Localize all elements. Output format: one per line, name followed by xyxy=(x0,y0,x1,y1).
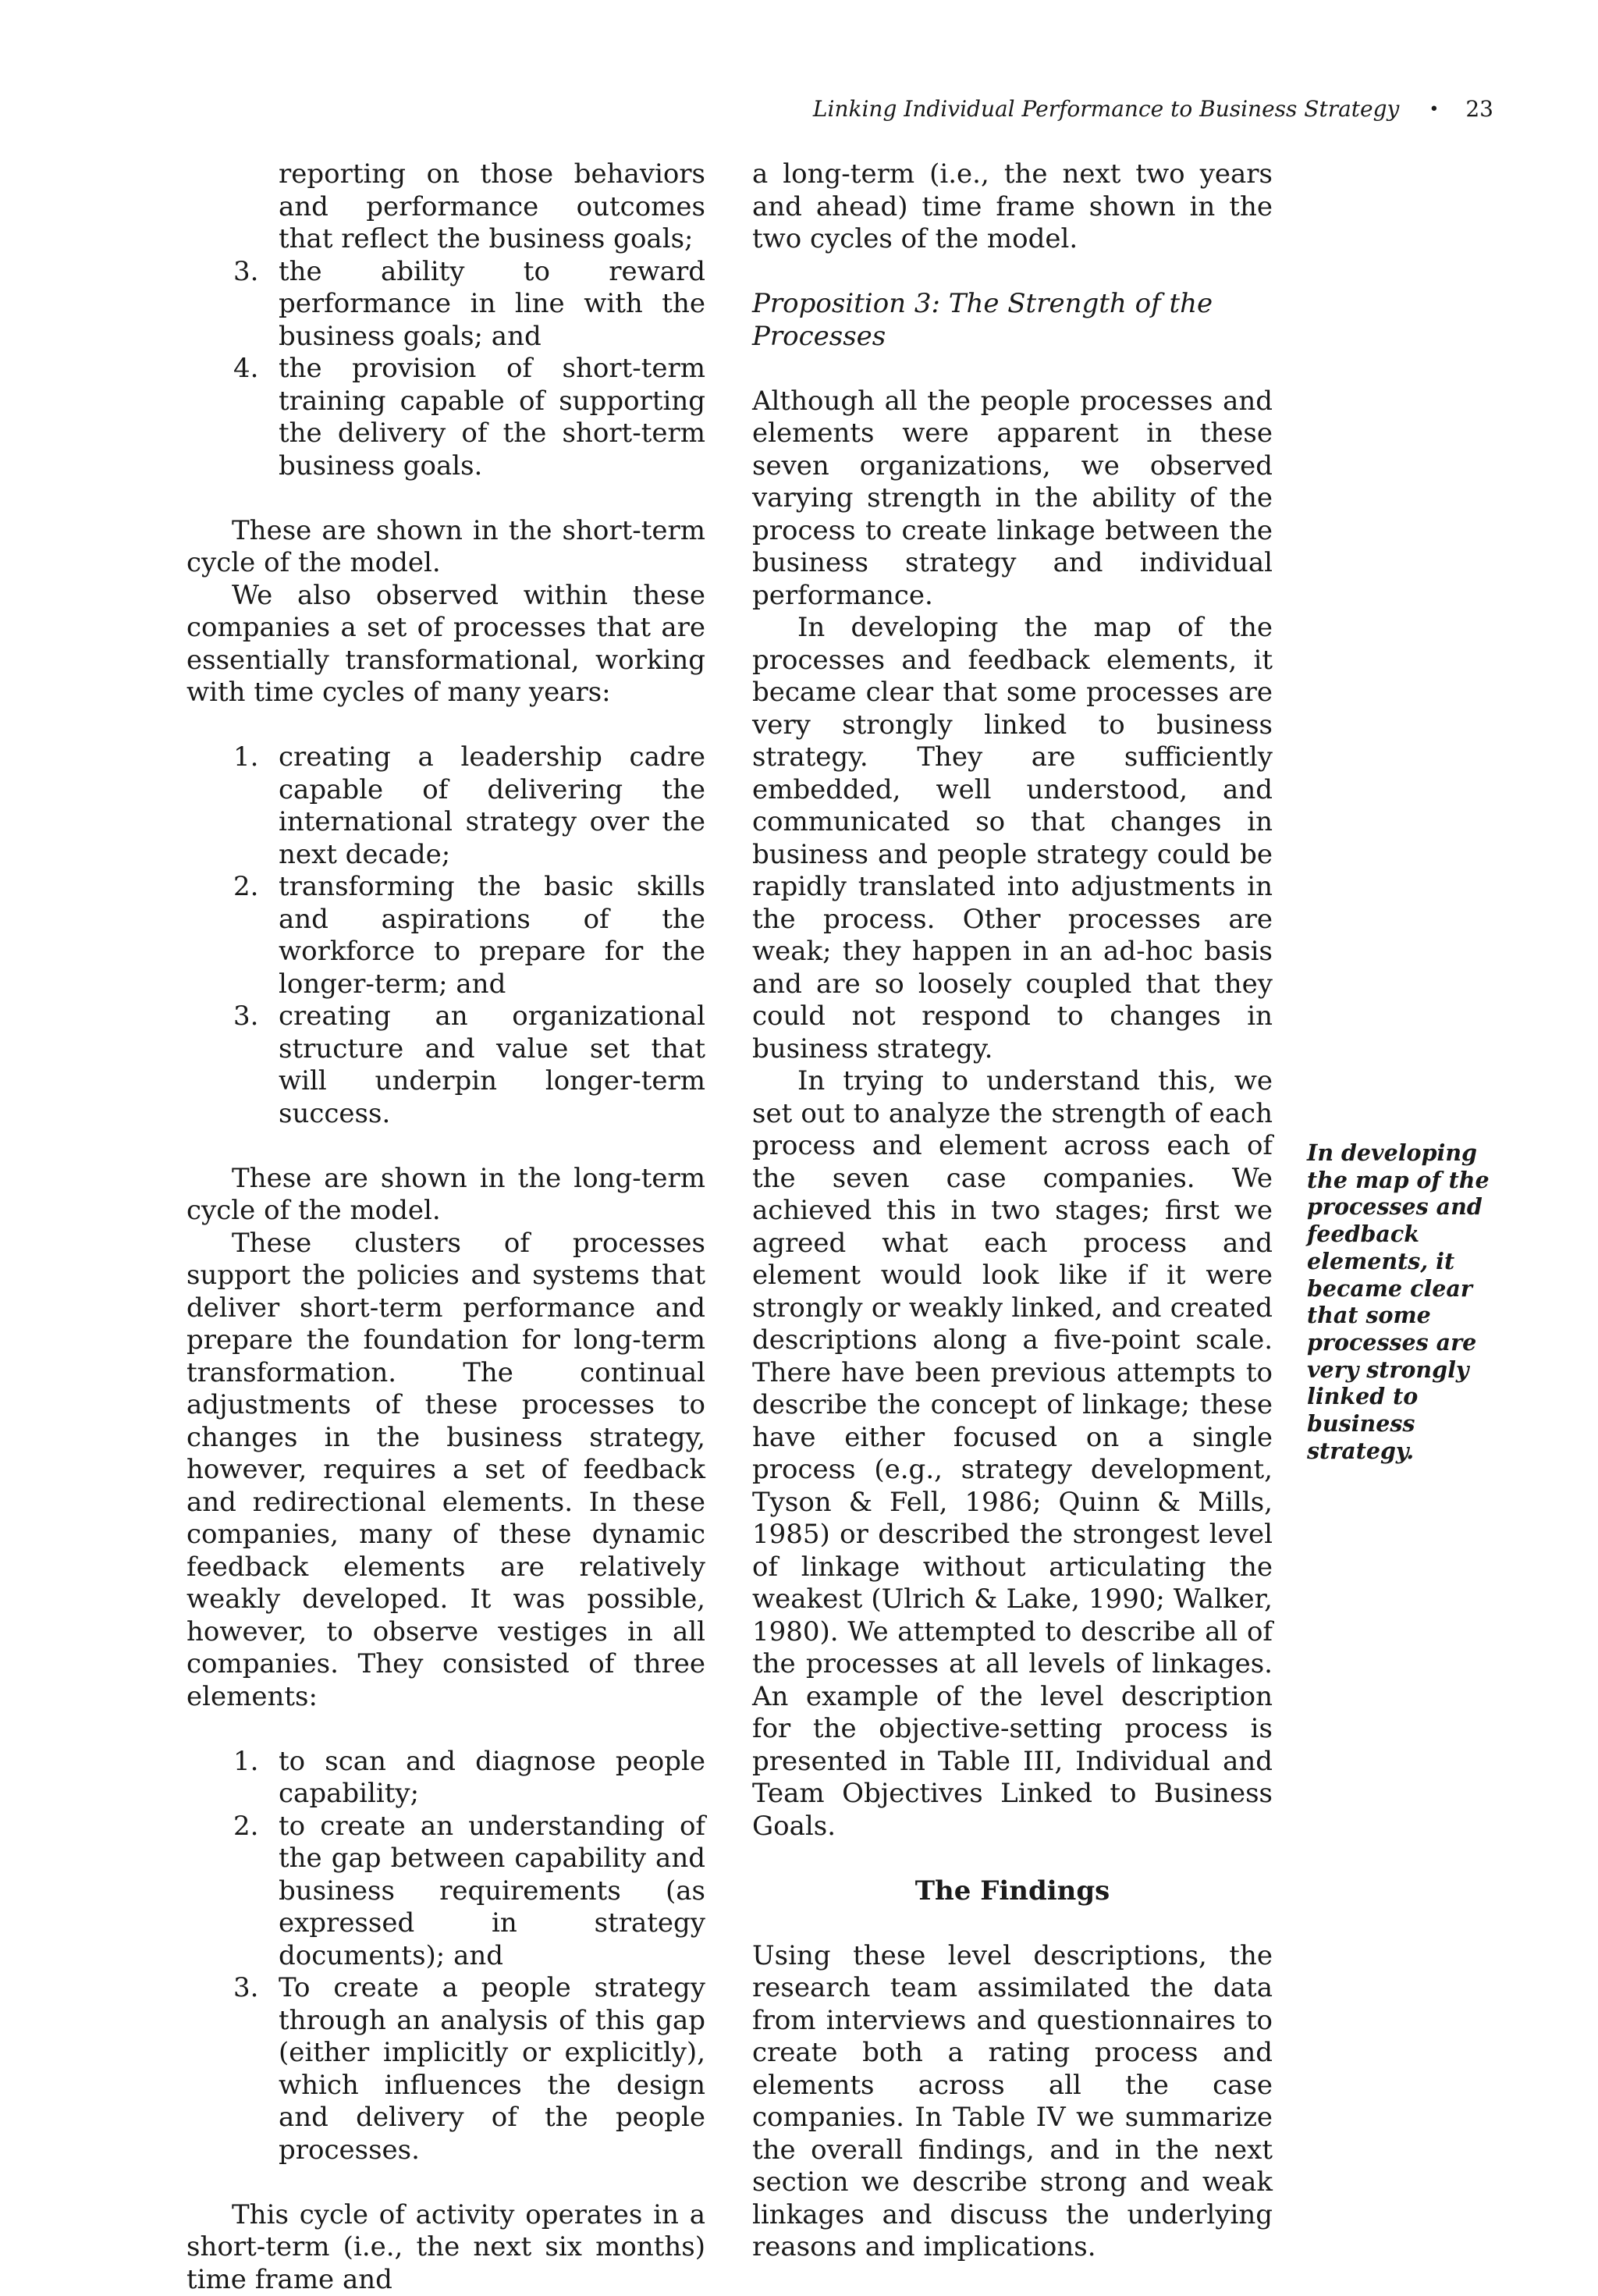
list-number: 3. xyxy=(233,1001,279,1033)
paragraph: This cycle of activity operates in a short-term (i.e., the next six months) time frame and xyxy=(186,2199,705,2296)
list-feedback-elements xyxy=(186,1746,705,2167)
list-number: 3. xyxy=(233,256,279,289)
list-number: 4. xyxy=(233,353,279,386)
left-column xyxy=(186,158,705,2296)
list-number: 3. xyxy=(233,1972,279,2005)
middle-column xyxy=(752,158,1273,2264)
paragraph: In developing the map of the processes and feedback elements, it became clear that some processes are very strongly linked to business strategy. They are sufficiently embedded, well understood, and communicated so that changes in business and people strategy could be rapidly translated into adjustments in the process. Other processes are weak; they happen in an ad-hoc basis and are so loosely coupled that they could not respond to changes in business strategy. xyxy=(752,612,1273,1065)
pull-quote: In developing the map of the processes and feedback elements, it became clear that some processes are very strongly linked to business strategy. xyxy=(1307,1139,1511,1464)
list-number: 1. xyxy=(233,1746,279,1779)
list-text: creating a leadership cadre capable of delivering the international strategy over the next decade; xyxy=(279,741,705,871)
page-number: 23 xyxy=(1465,96,1493,122)
list-text: the ability to reward performance in line with the business goals; and xyxy=(279,256,705,354)
continued-paragraph: a long-term (i.e., the next two years and ahead) time frame shown in the two cycles of the model. xyxy=(752,158,1273,256)
list-text: the provision of short-term training capable of supporting the delivery of the short-term business goals. xyxy=(279,353,705,482)
list-item xyxy=(186,1746,705,1811)
paragraph: Although all the people processes and elements were apparent in these seven organizations, we observed varying strength in the ability of the process to create linkage between the business strategy and individual performance. xyxy=(752,386,1273,613)
list-short-term xyxy=(186,256,705,483)
list-item xyxy=(186,353,705,482)
list-text: to scan and diagnose people capability; xyxy=(279,1746,705,1811)
running-head xyxy=(813,92,1493,127)
running-title: Linking Individual Performance to Business Strategy xyxy=(813,96,1399,122)
list-item xyxy=(186,741,705,871)
list-item xyxy=(186,871,705,1001)
paragraph: These are shown in the short-term cycle of the model. xyxy=(186,515,705,580)
paragraph: We also observed within these companies a set of processes that are essentially transformational, working with time cycles of many years: xyxy=(186,580,705,709)
list-text: transforming the basic skills and aspirations of the workforce to prepare for the longer-term; and xyxy=(279,871,705,1001)
paragraph: Using these level descriptions, the research team assimilated the data from interviews and questionnaires to create both a rating process and elements across all the case companies. In Table IV we summarize the overall findings, and in the next section we describe strong and weak linkages and discuss the underlying reasons and implications. xyxy=(752,1940,1273,2264)
list-text: creating an organizational structure and value set that will underpin longer-term success. xyxy=(279,1001,705,1130)
list-number: 2. xyxy=(233,871,279,904)
continued-list-text: reporting on those behaviors and performance outcomes that reflect the business goals; xyxy=(279,158,705,256)
list-item xyxy=(186,256,705,354)
list-number: 1. xyxy=(233,741,279,774)
list-item xyxy=(186,1001,705,1130)
list-item xyxy=(186,1972,705,2166)
paragraph: In trying to understand this, we set out to analyze the strength of each process and element across each of the seven case companies. We achieved this in two stages; first we agreed what each process and element would look like if it were strongly or weakly linked, and created descriptions along a five-point scale. There have been previous attempts to describe the concept of linkage; these have either focused on a single process (e.g., strategy development, Tyson & Fell, 1986; Quinn & Mills, 1985) or described the strongest level of linkage without articulating the weakest (Ulrich & Lake, 1990; Walker, 1980). We attempted to describe all of the processes at all levels of linkages. An example of the level description for the objective-setting process is presented in Table III, Individual and Team Objectives Linked to Business Goals. xyxy=(752,1065,1273,1843)
list-number: 2. xyxy=(233,1811,279,1843)
section-heading-findings: The Findings xyxy=(752,1875,1273,1908)
list-text: To create a people strategy through an analysis of this gap (either implicitly or explicitly), which influences the design and delivery of the people processes. xyxy=(279,1972,705,2166)
paragraph: These clusters of processes support the policies and systems that deliver short-term performance and prepare the foundation for long-term transformation. The continual adjustments of these processes to changes in the business strategy, however, requires a set of feedback and redirectional elements. In these companies, many of these dynamic feedback elements are relatively weakly developed. It was possible, however, to observe vestiges in all companies. They consisted of three elements: xyxy=(186,1228,705,1714)
header-separator: • xyxy=(1429,93,1439,127)
list-item xyxy=(186,1811,705,1973)
paragraph: These are shown in the long-term cycle of the model. xyxy=(186,1163,705,1228)
list-long-term xyxy=(186,741,705,1130)
proposition-subheading: Proposition 3: The Strength of the Processes xyxy=(752,288,1273,353)
list-text: to create an understanding of the gap between capability and business requirements (as expressed in strategy documents); and xyxy=(279,1811,705,1973)
